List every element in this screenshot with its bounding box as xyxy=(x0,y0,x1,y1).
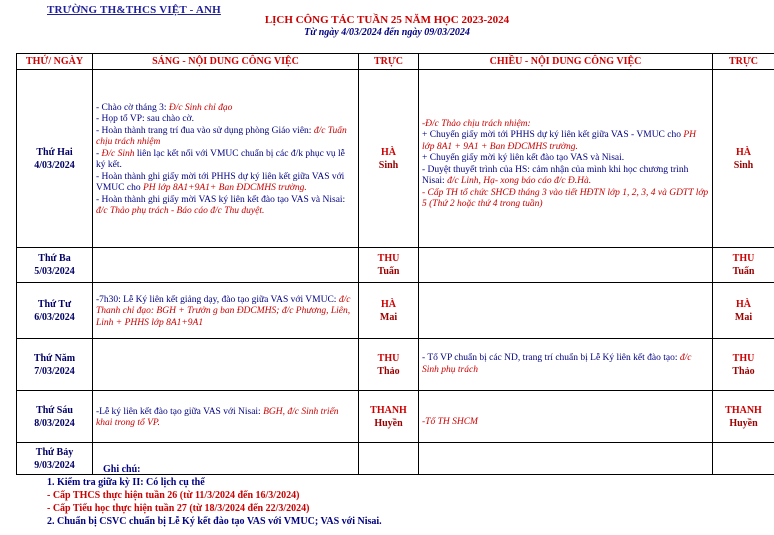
afternoon-content xyxy=(419,283,713,339)
duty-am-cell xyxy=(359,248,419,283)
duty-name: HÀ xyxy=(381,298,396,310)
content-text: + Chuyển giấy mời ký liên kết đào tạo VAS và Nisai. xyxy=(422,153,625,163)
duty-pm-cell xyxy=(713,70,774,248)
duty-name: THANH xyxy=(370,404,407,416)
duty-person: Sinh xyxy=(733,159,754,171)
duty-pm-cell xyxy=(713,339,774,391)
table-row xyxy=(17,248,774,283)
content-line xyxy=(422,188,709,211)
day-cell xyxy=(17,283,93,339)
duty-person: Huyền xyxy=(729,417,758,429)
duty-name: HÀ xyxy=(381,146,396,158)
duty-name: THU xyxy=(377,253,400,264)
duty-person: Sinh xyxy=(378,159,399,171)
duty-name: THU xyxy=(377,352,400,364)
content-line xyxy=(96,126,355,149)
content-note: -Tổ TH SHCM xyxy=(422,416,478,427)
content-text: - Hoàn thành trang trí đua vào sử dụng phòng Giáo viên: xyxy=(96,125,314,136)
duty-name: THU xyxy=(732,253,755,264)
duty-person: Thảo xyxy=(377,365,400,377)
table-row xyxy=(17,339,774,391)
content-note: đ/c Tuấn chịu trách nhiệm xyxy=(96,125,347,147)
day-cell xyxy=(17,391,93,443)
content-text: - Chào cờ tháng 3: xyxy=(96,102,169,113)
duty-am-cell xyxy=(359,339,419,391)
content-note: BGH, đ/c Sinh triển khai trong tổ VP. xyxy=(96,406,339,428)
content-line xyxy=(96,407,355,430)
afternoon-content xyxy=(419,391,713,443)
day-name: Thứ Sáu xyxy=(36,404,73,416)
content-note: đ/c Thanh chỉ đạo: BGH + Trưởn g ban ĐDCMHS; đ/c Phương, Liên, Linh + PHHS lớp 8A1+9A1 xyxy=(96,294,351,328)
duty-pm-cell xyxy=(713,443,774,475)
duty-pm-cell xyxy=(713,391,774,443)
content-text: - Tổ VP chuẩn bị các ND, trang trí chuẩn bị Lễ Ký liên kết đào tạo: xyxy=(422,353,680,363)
day-date: 4/03/2024 xyxy=(34,159,75,171)
morning-content xyxy=(93,248,359,283)
morning-content xyxy=(93,283,359,339)
school-name: TRƯỜNG TH&THCS VIỆT - ANH xyxy=(47,4,221,16)
notes-section xyxy=(47,463,382,528)
content-note: -Đ/c Thảo chịu trách nhiệm: xyxy=(422,118,531,129)
day-cell xyxy=(17,339,93,391)
content-line xyxy=(96,114,355,126)
content-line xyxy=(422,130,709,153)
content-text: -Lễ ký liên kết đào tạo giữa VAS với Nisai: xyxy=(96,406,264,417)
note-item: 2. Chuẩn bị CSVC chuẩn bị Lễ Ký kết đào tạo VAS với VMUC; VAS với Nisai. xyxy=(47,516,382,527)
content-line xyxy=(422,153,709,165)
day-date: 6/03/2024 xyxy=(34,311,75,323)
afternoon-content xyxy=(419,339,713,391)
duty-person: Mai xyxy=(379,311,398,323)
day-name: Thứ Ba xyxy=(38,253,71,264)
afternoon-content xyxy=(419,70,713,248)
content-line xyxy=(422,165,709,188)
duty-am-cell xyxy=(359,391,419,443)
content-text: - xyxy=(96,148,102,159)
morning-content xyxy=(93,339,359,391)
content-note: PH lớp 8A1+9A1+ Ban ĐDCMHS trường. xyxy=(142,183,307,193)
note-item: 1. Kiểm tra giữa kỳ II: Có lịch cụ thể xyxy=(47,477,205,488)
notes-list xyxy=(47,476,382,528)
content-text: - Họp tổ VP: sau chào cờ. xyxy=(96,114,194,124)
content-line xyxy=(96,295,355,330)
duty-name: THU xyxy=(732,352,755,364)
duty-pm-cell xyxy=(713,283,774,339)
content-line xyxy=(96,103,355,115)
table-row xyxy=(17,391,774,443)
content-note: - Cấp TH tổ chức SHCĐ tháng 3 vào tiết HĐTN lớp 1, 2, 3, 4 và GDTT lớp 5 (Thứ 2 hoặc thứ 4 trong tuần) xyxy=(422,187,709,209)
content-note: đ/c Sinh phụ trách xyxy=(422,353,692,375)
page-title: LỊCH CÔNG TÁC TUẦN 25 NĂM HỌC 2023-2024 xyxy=(264,14,510,26)
duty-am-cell xyxy=(359,283,419,339)
duty-name: HÀ xyxy=(736,146,751,158)
duty-person: Tuấn xyxy=(732,266,755,277)
schedule-table xyxy=(16,53,774,475)
note-item: - Cấp Tiểu học thực hiện tuần 27 (từ 18/3/2024 đến 22/3/2024) xyxy=(47,503,310,514)
header-morning: SÁNG - NỘI DUNG CÔNG VIỆC xyxy=(93,54,359,70)
header-duty-am: TRỰC xyxy=(359,54,419,70)
day-name: Thứ Hai xyxy=(36,146,73,158)
content-line xyxy=(422,417,709,429)
content-line xyxy=(96,149,355,172)
content-text: -7h30: Lễ Ký liên kết giảng dạy, đào tạo giữa VAS với VMUC: xyxy=(96,294,339,305)
note-item: - Cấp THCS thực hiện tuần 26 (từ 11/3/2024 đến 16/3/2024) xyxy=(47,490,300,501)
content-text: + Chuyển giấy mời tới PHHS dự ký liên kết giữa VAS - VMUC cho xyxy=(422,130,684,140)
day-name: Thứ Tư xyxy=(37,298,72,310)
duty-person: Thảo xyxy=(732,365,755,377)
duty-person: Mai xyxy=(734,311,753,323)
day-cell xyxy=(17,248,93,283)
morning-content xyxy=(93,70,359,248)
content-note: đ/c Linh, Hạ- xong báo cáo đ/c Đ.Hà. xyxy=(447,176,592,186)
content-line xyxy=(422,353,709,376)
morning-content xyxy=(93,391,359,443)
day-name: Thứ Bảy xyxy=(35,446,74,458)
duty-person: Huyền xyxy=(374,417,403,429)
header-duty-pm: TRỰC xyxy=(713,54,774,70)
notes-heading: Ghi chú: xyxy=(103,464,141,475)
table-row xyxy=(17,70,774,248)
afternoon-content xyxy=(419,248,713,283)
duty-person: Tuấn xyxy=(377,266,400,277)
content-text: - Duyệt thuyết trình của HS: cảm nhận của mình khi học chương trình Nisai: xyxy=(422,164,689,186)
content-line xyxy=(96,172,355,195)
table-row xyxy=(17,283,774,339)
content-note: Đ/c Sinh chỉ đạo xyxy=(168,102,233,113)
content-note: Đ/c Sinh xyxy=(101,148,135,159)
day-date: 7/03/2024 xyxy=(34,365,75,377)
afternoon-content xyxy=(419,443,713,475)
day-cell xyxy=(17,70,93,248)
duty-name: HÀ xyxy=(736,298,751,310)
content-text: - Hoàn thành ghi giấy mời tới PHHS dự ký liên kết giữa VAS với VMUC cho xyxy=(96,171,345,193)
content-text: liên lạc kết nối với VMUC chuẩn bị các đ/k phục vụ lễ ký kết. xyxy=(96,148,345,170)
duty-am-cell xyxy=(359,70,419,248)
content-text: - Hoàn thành ghi giấy mời VAS ký liên kết đào tạo VAS và Nisai: xyxy=(96,194,346,205)
day-date: 5/03/2024 xyxy=(34,266,75,277)
day-date: 9/03/2024 xyxy=(34,459,75,471)
day-date: 8/03/2024 xyxy=(34,417,75,429)
header-afternoon: CHIỀU - NỘI DUNG CÔNG VIỆC xyxy=(419,54,713,70)
table-header-row xyxy=(17,54,774,70)
content-note: PH lớp 8A1 + 9A1 + Ban ĐDCMHS trường. xyxy=(422,130,697,152)
duty-pm-cell xyxy=(713,248,774,283)
day-name: Thứ Năm xyxy=(33,352,76,364)
header-day: THỨ/ NGÀY xyxy=(17,54,93,70)
content-note: đ/c Thảo phụ trách - Báo cáo đ/c Thu duyệt. xyxy=(96,206,265,216)
duty-name: THANH xyxy=(725,404,762,416)
date-range: Từ ngày 4/03/2024 đến ngày 09/03/2024 xyxy=(304,27,470,38)
content-line xyxy=(422,119,709,131)
content-line xyxy=(96,195,355,218)
